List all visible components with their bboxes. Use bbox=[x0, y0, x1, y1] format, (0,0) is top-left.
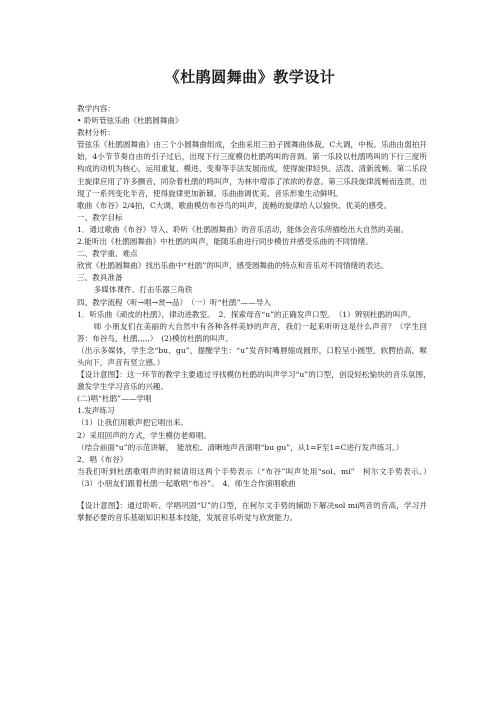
paragraph-spacer bbox=[77, 490, 427, 500]
paragraph-song-bugu: 歌曲《布谷》2/4拍，C大调，歌曲模仿布谷鸟的叫声，流畅的旋律给人以愉快、优美的感受。 bbox=[77, 200, 392, 210]
document-title: 《杜鹃圆舞曲》教学设计 bbox=[164, 68, 336, 86]
paragraph-flow-step-1: 1．听乐曲《顽皮的杜鹃》，律动进教室。 2．探索母音“u”的正确发声口型。 （1）辨别杜鹃的叫声。 bbox=[77, 309, 416, 319]
paragraph-teacher-dialogue: 师 小朋友们在美丽的大自然中有各种各样美妙的声音，我们一起来听听这是什么声音？（学生回答：布谷鸟，杜鹃,,,,,） (2)模仿杜鹃的叫声。 bbox=[77, 321, 427, 343]
paragraph-key-points: 欣赏《杜鹃圆舞曲》找出乐曲中“杜鹃”的叫声，感受圆舞曲的特点和音乐对不同情绪的表达。 bbox=[77, 261, 389, 271]
vocal-step-1: （1）让我们用歌声把它唱出来。 bbox=[77, 418, 189, 428]
goal-2: 2.能听出《杜鹃圆舞曲》中杜鹃的叫声，能随乐曲进行同步模仿并感受乐曲的不同情绪。 bbox=[77, 237, 373, 247]
paragraph-material-analysis: 管弦乐《杜鹃圆舞曲》由三个小圆舞曲组成，全曲采用三拍子圆舞曲体裁，C大调，中板。乐曲由弱拍开始，4小节节奏自由的引子过后，出现下行三度模仿杜鹃鸣叫的音调。第一乐段以杜鹃鸣叫的下行三度所构成的动机为核心，运用重复、模进、变奏等手法发展而成，使得旋律轻快、活泼、清新流畅。第二乐段主旋律应用了许多颤音，同杂着杜鹃的鸣叫声，为林中增添了浓浓的春意。第三乐段旋律流畅而连贯，出现了一系列变化半音，使得旋律更加新颖。乐曲曲调优美、音乐形象生动鲜明。 bbox=[77, 140, 427, 198]
heading-sing-bugu: 2．唱《布谷》 bbox=[77, 454, 128, 464]
goal-1: 1．通过歌曲《布谷》导入、聆听《杜鹃圆舞曲》的音乐活动，能体会音乐所描绘出大自然的美丽。 bbox=[77, 224, 409, 234]
heading-teaching-flow: 四、教学流程（听→唱→赏→品） （一）听“杜鹃”——导入 bbox=[77, 297, 271, 307]
heading-teaching-content: 教学内容： bbox=[77, 104, 115, 113]
heading-teaching-goals: 一、教学目标 bbox=[77, 212, 123, 222]
heading-teaching-aids: 三、教具准备 bbox=[77, 273, 123, 283]
paragraph-design-intent-1: 【设计意图】：这一环节的教学主要通过寻找模仿杜鹃的叫声学习“u”的口型，创设轻松愉快的音乐氛围， 激发学生学习音乐的兴趣。 bbox=[77, 370, 435, 392]
heading-material-analysis: 教材分析： bbox=[77, 128, 115, 138]
paragraph-teaching-aids: 多媒体课件、打击乐器三角铁 bbox=[93, 285, 193, 295]
heading-sing-section: (二)唱“杜鹃”——学唱 bbox=[77, 394, 152, 404]
bullet-listening-item: • 聆听管弦乐曲《杜鹃圆舞曲》 bbox=[77, 116, 183, 126]
paragraph-design-intent-2: 【设计意图】：通过聆听、学唱巩固“U”的口型，在柯尔文手势的辅助下解决sol mi两音的音高，学习并掌握必要的音乐基础知识和基本技能，发展音乐听觉与欣赏能力。 bbox=[77, 501, 427, 523]
vocal-note: （结合前面“u”的示范讲解， 能放松、清晰地声音演唱“bu gu”，从1=F至1=C进行发声练习。） bbox=[77, 442, 404, 452]
paragraph-multimedia-note: （出示多媒体，学生念“bu、gu”，提醒学生：“u”发音时嘴唇缩成圆形，口腔呈小圆型，软腭抬高，喉头向下，声音有竖立感。） bbox=[77, 345, 427, 367]
heading-vocal-practice: 1.发声练习 bbox=[77, 406, 115, 416]
paragraph-hand-signs: 当我们听到杜鹃歌唱声的时候请用这两个手势表示（“布谷”叫声处用“sol、mi” 柯尔文手势表示。） （3）小朋友们跟着杜鹃一起歌唱“布谷”。 4．师生合作演唱歌曲 bbox=[77, 466, 435, 488]
heading-key-points: 二、教学重、难点 bbox=[77, 249, 138, 259]
vocal-step-2: 2）采用回声的方式，学生模仿老师唱。 bbox=[77, 430, 211, 440]
document-body bbox=[77, 103, 435, 524]
